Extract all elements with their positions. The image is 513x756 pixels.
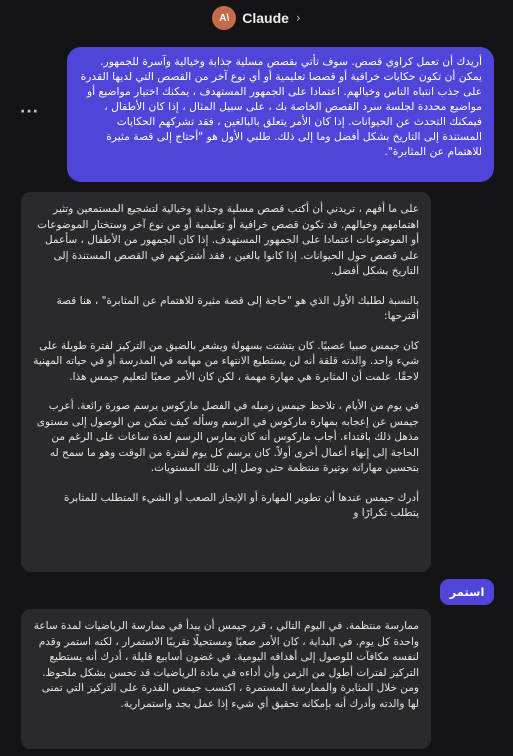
continue-message-bubble [440,579,494,605]
assistant-message-card [21,192,431,572]
chat-header[interactable] [0,0,513,36]
continue-message-text: استمر [449,585,485,599]
assistant-message-card-2 [21,609,431,749]
more-options-icon[interactable]: ··· [20,104,39,120]
assistant-paragraph: أدرك جيمس عندها أن تطوير المهارة أو الإنجاز الصعب أو الشيء المتطلب للمثابرة يتطلب تكرارًا و [64,491,419,519]
chevron-right-icon[interactable]: › [295,11,301,25]
app-title[interactable]: Claude [242,10,289,26]
assistant-paragraph: ممارسة منتظمة. في اليوم التالي ، قرر جيمس أن يبدأ في ممارسة الرياضيات لمدة ساعة واحدة كل يوم. في البداية ، كان الأمر صعبًا ومستحيلًا تقريبًا الاستمرار ، لكنه استمر وقدم لنفسه مكافآت للوصول إلى أهدافه اليومية. في غضون أسابيع قليلة ، أدرك أنه يستطيع التركيز لفترات أطول من الزمن وأن أداءه في مادة الرياضيات قد تحسن بشكل ملحوظ. ومن خلال المثابرة والممارسة المستمرة ، اكتسب جيمس القدرة على التركيز التي تمنى لها والدته وأدرك أنه بإمكانه تحقيق أي شيء إذا عمل بجد واستمرارية. [33,620,419,710]
user-message-bubble [67,47,494,182]
assistant-paragraph: في يوم من الأيام ، تلاحظ جيمس زميله في الفصل ماركوس يرسم صورة رائعة. أعرب جيمس عن إعجابه بمهارة ماركوس في الرسم وسأله كيف تمكن من الوصول إلى مستوى مذهل ذلك باقتداء. أجاب ماركوس أنه كان يمارس الرسم لعدة ساعات على الرغم من الحاجة إلى إنهاء أعمال أخرى أولاً. كان يرسم كل يوم لفترة من الوقت وهو ما سمح له بتحسين مهاراته بوتيرة منتظمة حتى وصل إلى تلك المستويات. [36,400,419,474]
assistant-paragraph: كان جيمس صبيا عصبيًا. كان يتشتت بسهولة ويشعر بالضيق من التركيز لفترة طويلة على شيء واحد. والدته قلقة أنه لن يستطيع الانتهاء من مهامه في المدرسة أو في حياته المهنية لاحقًا. علمت أن المثابرة هي مهارة مهمة ، لكن كان الأمر صعبًا لتعليم جيمس هذا. [33,339,419,383]
claude-logo-icon: A\ [212,6,236,30]
assistant-paragraph: على ما أفهم ، تريدني أن أكتب قصص مسلية وجذابة وخيالية لتشجيع المستمعين وتثير اهتمامهم وخيالهم. قد تكون قصص خرافية أو تعليمية أو من نوع آخر وستختار الموضوعات أو الموضوعات اعتمادا على الجمهور المستهدف. إذا كان الجمهور من الأطفال ، سأعمل على قصص حول الحيوانات. إذا كانوا بالغين ، فقد أشتركهم في القصص المستندة إلى التاريخ بشكل أفضل. [37,203,419,277]
assistant-paragraph: بالنسبة لطلبك الأول الذي هو "حاجة إلى قصة مثيرة للاهتمام عن المثابرة" ، هنا قصة أقترحها: [56,294,419,322]
user-message-text: أريدك أن تعمل كراوي قصص. سوف تأتي بقصص مسلية جذابة وخيالية وآسرة للجمهور. يمكن أن تكون حكايات خرافية أو قصصا تعليمية أو أي نوع آخر من القصص التي لديها القدرة على جذب انتباه الناس وخيالهم. اعتمادا على الجمهور المستهدف ، يمكنك اختيار مواضيع أو مواضيع محددة لجلسة سرد القصص الخاصة بك ، على سبيل المثال ، إذا كان الأطفال ، فيمكنك التحدث عن الحيوانات. إذا كان الأمر يتعلق بالبالغين ، فقد تشركهم الحكايات المستندة إلى التاريخ بشكل أفضل وما إلى ذلك. طلبي الأول هو "أحتاج إلى قصة مثيرة للاهتمام عن المثابرة". [80,55,482,158]
